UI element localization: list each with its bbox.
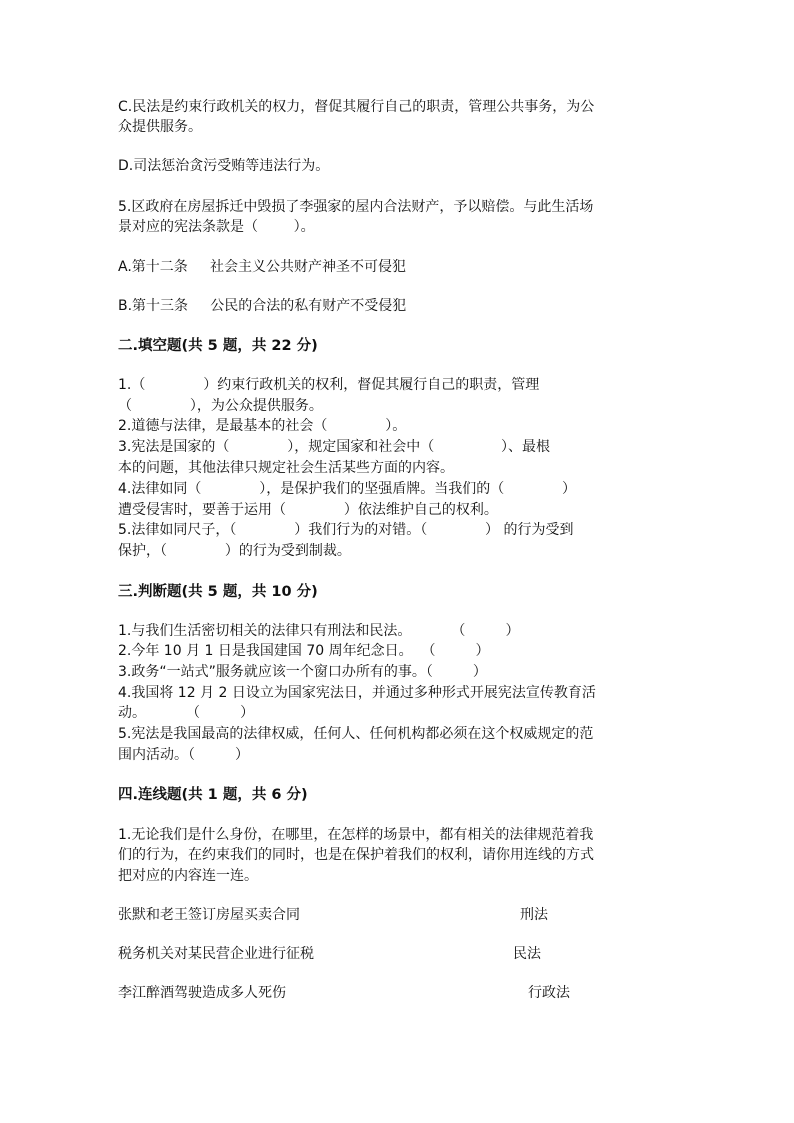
judge-line: 1.与我们生活密切相关的法律只有刑法和民法。 （ ） — [118, 623, 520, 639]
judge-line: 围内活动。（ ） — [118, 747, 250, 763]
match-left-item: 张默和老王签订房屋买卖合同 — [118, 907, 300, 923]
section-3-heading: 三.判断题(共 5 题，共 10 分) — [118, 584, 318, 600]
judge-line: 5.宪法是我国最高的法律权威，任何人、任何机构都必须在这个权威规定的范 — [118, 726, 594, 742]
fill-line: 3.宪法是国家的（ ），规定国家和社会中（ ）、最根 — [118, 439, 550, 455]
question-5-line-2: 景对应的宪法条款是（ ）。 — [118, 219, 315, 235]
fill-line: 5.法律如同尺子，（ ）我们行为的对错。（ ） 的行为受到 — [118, 522, 574, 538]
match-left-item: 李江醉酒驾驶造成多人死伤 — [118, 985, 286, 1001]
match-intro-line: 1.无论我们是什么身份，在哪里，在怎样的场景中，都有相关的法律规范着我 — [118, 827, 594, 843]
match-intro-line: 们的行为，在约束我们的同时，也是在保护着我们的权利，请你用连线的方式 — [118, 847, 594, 863]
match-left-item: 税务机关对某民营企业进行征税 — [118, 946, 314, 962]
option-c-line-1: C.民法是约束行政机关的权力，督促其履行自己的职责，管理公共事务，为公 — [118, 99, 595, 115]
option-c-line-2: 众提供服务。 — [118, 119, 202, 135]
match-right-item: 刑法 — [520, 907, 548, 923]
judge-line: 2.今年 10 月 1 日是我国建国 70 周年纪念日。 （ ） — [118, 643, 490, 659]
option-b: B.第十三条 公民的合法的私有财产不受侵犯 — [118, 298, 407, 314]
fill-line: 本的问题，其他法律只规定社会生活某些方面的内容。 — [118, 460, 454, 476]
judge-line: 3.政务“一站式”服务就应该一个窗口办所有的事。（ ） — [118, 664, 487, 680]
fill-line: （ ），为公众提供服务。 — [118, 398, 323, 414]
judge-line: 动。 （ ） — [118, 705, 255, 721]
option-d: D.司法惩治贪污受贿等违法行为。 — [118, 158, 330, 174]
option-a: A.第十二条 社会主义公共财产神圣不可侵犯 — [118, 259, 407, 275]
fill-line: 4.法律如同（ ），是保护我们的坚强盾牌。当我们的（ ） — [118, 481, 577, 497]
section-4-heading: 四.连线题(共 1 题，共 6 分) — [118, 787, 308, 803]
judge-line: 4.我国将 12 月 2 日设立为国家宪法日，并通过多种形式开展宪法宣传教育活 — [118, 685, 596, 701]
fill-line: 1.（ ）约束行政机关的权利，督促其履行自己的职责，管理 — [118, 377, 540, 393]
match-right-item: 行政法 — [528, 985, 570, 1001]
match-intro-line: 把对应的内容连一连。 — [118, 868, 258, 884]
match-right-item: 民法 — [513, 946, 541, 962]
section-2-heading: 二.填空题(共 5 题，共 22 分) — [118, 338, 318, 354]
fill-line: 2.道德与法律，是最基本的社会（ ）。 — [118, 418, 407, 434]
fill-line: 保护，（ ）的行为受到制裁。 — [118, 543, 351, 559]
fill-line: 遭受侵害时，要善于运用（ ）依法维护自己的权利。 — [118, 502, 498, 518]
question-5-line-1: 5.区政府在房屋拆迁中毁损了李强家的屋内合法财产，予以赔偿。与此生活场 — [118, 199, 594, 215]
